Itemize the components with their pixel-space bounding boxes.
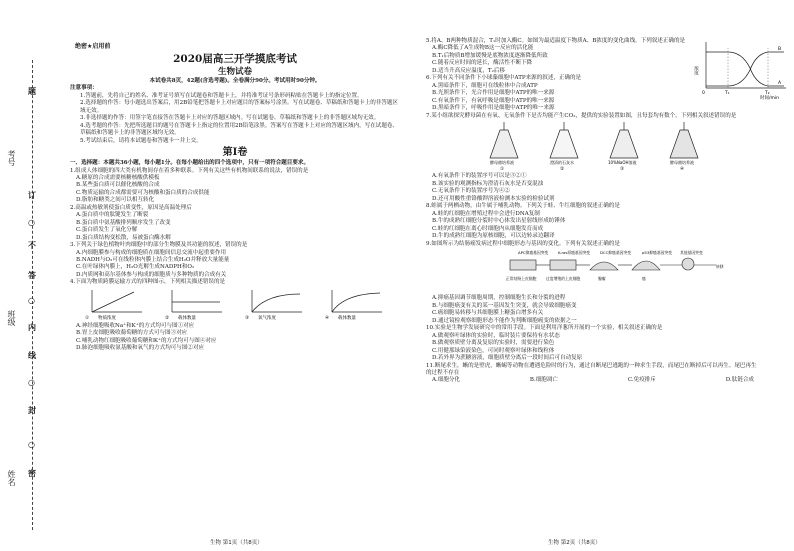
option: A.酶C降低了A生成物B这一反应的活化能 [432,45,534,52]
gene-label: 其他基因突变 [680,249,703,255]
option: C.蛋白质发生了氧化分解 [76,227,138,234]
exam-no-label: 考号 [7,150,16,166]
page-2-footer: 生物 第2页（共8页） [548,540,601,546]
transport-figures [70,288,400,322]
option: C.随着反应时间的延长，酶活性不断下降 [432,60,533,67]
question-8 [426,203,760,240]
option: D.还可用酸性重铬酸钾溶液检测本实验的检验试剂 [432,195,555,202]
option: D.内质网和高尔基体参与构成的细胞质与多种物质的合成有关 [76,271,227,278]
exam-info: 本试卷共8页，42题(含选考题)。全卷满分90分。考试用时90分钟。 [149,78,321,84]
question-7 [426,113,760,204]
option: C.物质运输的合成都需要可为核酸和蛋白质的合成供能 [76,189,210,196]
option: D.肺泡细胞吸收氨基酸和氧气的方式均可与图②对应 [76,345,205,352]
seal-char: 密 [28,468,36,478]
enzyme-concentration-graph [694,38,790,100]
option: D.蛋白质结构变松散，易被蛋白酶水解 [76,234,171,241]
fig-axis-label: 氧气浓度 [258,315,276,321]
question-4 [70,279,400,352]
apparatus-label: 酵母菌培养液 [670,159,694,165]
apparatus-number: ② [560,166,565,170]
stage-label: 过度增殖的上皮细胞 [546,275,581,281]
seal-char: 封 [28,405,36,415]
option: B.细胞凋亡 [529,377,558,384]
option: A.抑癌基因调节细胞周期，控制细胞生长和分裂的进程 [432,295,566,302]
fig5-tick-t1: T₁ [725,91,730,96]
fig-number: ① [85,315,90,321]
option: A.蛙的红细胞在增殖过程中会进行DNA复制 [432,210,540,217]
volume-heading: 第Ⅰ卷 [222,147,248,159]
option: D.脂肪和糖类之间可以相互转化 [76,197,155,204]
option: D.适当升高反应温度，T₂后移 [432,67,505,74]
option: C.癌细胞易转移与其细胞膜上糖蛋白增多有关 [432,310,544,317]
stage-label: 癌 [642,275,646,281]
fig5-ylabel: 浓度 [694,66,699,75]
question-stem: 11.断尾求生，蜥的是壁虎，蜥蜴等动物在遭遇危险时的行为，通过自断尾巴逃跑的一种求生手段，而尾巴在断掉后可以再生。尾巴再生的过程不存在 [426,362,757,376]
note-item: 3.非选择题的作答：用签字笔直接答在答题卡上对应的答题区域内。写在试题卷、草稿纸和答题卡上的非答题区域均无效。 [80,115,380,122]
page-1-footer: 生物 第1页（共8页） [210,540,263,546]
question-stem: 8.蛙属于两栖动物，由牛属于哺乳动物。下列关于蛙、牛红细胞的叙述正确的是 [426,203,620,210]
apparatus-number: ① [500,166,505,170]
note-item: 4.选考题的作答：先把所选题目的题号在答题卡上指定的位置用2B铅笔涂黑。答案写在答题卡上对应的答题区域内，写在试题卷、草稿纸和答题卡上的非答题区域均无效。 [80,122,398,137]
option: C.免疫排斥 [627,377,656,384]
option: C.哺乳动物红细胞吸收葡萄糖和K⁺的方式均可与图④对应 [76,337,217,344]
stage-label: 正常结肠上皮细胞 [506,275,537,281]
stage-label: 转移 [716,263,724,269]
question-stem: 10.实验是生物学发展研究中的常用手段。下面是利用洋葱所开展的一个实验，相关叙述正确的是 [426,325,663,332]
fig5-label-a: A [778,81,782,86]
option: D.若外界为蔗糖溶液，细胞质壁分离后一段时间后可自动复原 [432,355,583,362]
fig5-xlabel: 时间/min [760,96,780,100]
fig-axis-label: 载体数量 [178,315,196,321]
gene-label: APC抑癌基因突变 [518,249,549,255]
option: C.无氧条件下的装置序号为④② [432,188,510,195]
transport-graph-4 [324,288,386,322]
option: B.做观察质壁分离及复原的实验时，需要进行染色 [432,340,555,347]
option: B.胃上皮细胞吸收葡萄糖的方式可与图③对应 [76,330,188,337]
question-stem: 7.某小组欲探究酵母菌在有氧、无氧条件下是否均能产生CO₂，提供的实验装置如图，且每套均有数个。下列相关叙述错误的是 [426,112,737,119]
fig5-label-b: B [778,47,782,52]
option: A.黑暗条件下，细胞可在线粒体中合成ATP [432,82,538,89]
option: C.在叶绿体内膜上，H₂O光解生成NADPH和O₂ [76,264,195,271]
seal-char: 不 [28,240,36,250]
question-stem: 6.下列有关不同条件下小球藻细胞中ATP来源的叙述，正确的是 [426,75,582,82]
option: B.某些蛋白质可以催化核酸的合成 [76,182,160,189]
stage-label: 腺瘤 [598,275,606,281]
seal-circle: ○ [28,296,35,305]
notes-heading: 注意事项： [70,85,98,92]
option: B.T₁后物质B增加缓慢是底物浓度逐渐降低所致 [432,52,548,59]
apparatus-label: 10%NaOH溶液 [608,159,637,165]
apparatus-label: 酵母菌培养液 [490,159,514,165]
question-1 [70,168,400,205]
section-heading: 一、选择题：本题共36小题，每小题1分。在每小题给出的四个选项中，只有一项符合题目要求。 [70,160,309,167]
note-item: 5.考试结束后，请将本试题卷和答题卡一并上交。 [80,137,202,144]
colon-cancer-figure [426,248,760,292]
question-stem: 3.下列关于绿色植物叶肉细胞中的部分生物膜及其功能的叙述，错误的是 [70,242,248,249]
question-10 [426,325,760,362]
transport-graph-3 [244,288,306,322]
page-2 [426,38,782,385]
option: B.与细胞癌变有关的某一基因发生突变，就会导致细胞癌变 [432,302,577,309]
seal-char: 订 [28,190,36,200]
option: B.光照条件下，光合作用是细胞中ATP的唯一来源 [432,90,555,97]
option: B.蛋白质中氨基酸排列顺序发生了改变 [76,219,171,226]
binding-gutter [0,0,64,551]
yeast-apparatus-figure [426,120,760,170]
exam-subtitle: 生物试卷 [217,67,252,77]
exam-title: 2020届高三开学摸底考试 [173,53,297,65]
option: C.用健那绿染液染色，可同时观察叶绿体和线粒体 [432,347,555,354]
seal-circle: ○ [28,440,35,449]
fig-number: ③ [245,315,250,321]
name-label: 姓名 [7,470,16,486]
seal-char: 内 [28,322,36,332]
option: A.神经细胞吸收Na⁺和K⁺的方式均可与图①对应 [76,322,195,329]
note-item: 1.答题前，先将自己的姓名、准考证号填写在试题卷和答题卡上，并将准考证号条形码粘贴在答题卡上的指定位置。 [80,92,363,99]
seal-circle: ○ [28,378,35,387]
fig5-tick-t2: T₂ [765,91,770,96]
option: A.蛋白质中的肽键发生了断裂 [76,212,149,219]
seal-char: 答 [28,270,36,280]
option: D.黑暗条件下，呼吸作用是细胞中ATP的唯一来源 [432,105,555,112]
question-stem: 1.组成人体细胞的四大类有机物间存在着多种联系。下列有关这些有机物间联系的说法，错误的是 [70,167,309,174]
fig-number: ④ [325,315,330,321]
transport-graph-2 [164,288,226,322]
cut-dashed-line [32,60,33,530]
option-row [426,377,760,384]
transport-graph-1 [84,288,146,322]
question-2 [70,205,400,242]
question-9 [426,241,760,326]
gene-label: p53抑癌基因突变 [642,249,673,255]
option: D.通过镜检观察细胞形态不能作为判断细胞癌变的依据之一 [432,317,577,324]
option: A.做观察叶绿体的实验时，临时装片要保持有水状态 [432,332,560,339]
option: D.肽链合成 [725,377,754,384]
question-3 [70,242,400,279]
fig-axis-label: 载体数量 [338,315,356,321]
apparatus-number: ③ [620,166,625,170]
seal-char: 题 [28,86,36,96]
seal-circle: ○ [28,218,35,227]
fig5-origin: 0 [702,91,705,96]
question-stem: 5.将A、B两种物质混合，T₁时加入酶C。如图为最适温度下物质A、B浓度的变化曲线。下列叙述正确的是 [426,38,686,44]
option: B.牛的成熟红细胞分裂时中心体发出星射线形成纺锤体 [432,218,566,225]
question-stem: 9.如图所示为结肠癌发病过程中细胞形态与基因的变化。下列有关叙述正确的是 [426,240,620,247]
apparatus-number: ④ [680,166,685,170]
option: A.内细胞膜参与构成的细胞质在细胞间信息交流中起重要作用 [76,249,226,256]
gene-label: DCC抑癌基因突变 [600,249,632,255]
option: C.蛙的红细胞在离心时细胞内从细胞发育而成 [432,225,544,232]
page-1 [70,38,400,353]
secret-label: 绝密★启用前 [75,43,111,50]
note-item: 2.选择题的作答：每小题选出答案后，用2B铅笔把答题卡上对应题目的答案标号涂黑。写在试题卷、草稿纸和答题卡上的非答题区域无效。 [80,100,398,114]
option: D.牛的成熟红细胞为原核细胞，可以边转录边翻译 [432,233,555,240]
fig-axis-label: 物质浓度 [98,315,116,321]
question-11 [426,363,760,385]
option: B.该实验的观测指标为澄清石灰水是否变混浊 [432,180,544,187]
fig-number: ② [165,315,170,321]
option: A.有氧条件下的装置序号可以是③②① [432,173,527,180]
option: A.细胞分化 [432,377,460,384]
option: A.糖原的合成需要核糖核酸供模板 [76,174,160,181]
question-stem: 4.下面为物质跨膜运输方式的四种图示，下列相关描述错误的是 [70,279,226,286]
gene-label: K-ras原癌基因突变 [558,249,591,255]
option: C.有氧条件下，有氧呼吸是细胞中ATP的唯一来源 [432,97,555,104]
option: B.NADH与O₂可在线粒体内膜上结合生成H₂O并释放大量能量 [76,256,230,263]
question-stem: 2.高温或热敏剂使蛋白质变性，原因是高温处理后 [70,204,192,211]
apparatus-label: 澄清的石灰水 [550,159,574,165]
seal-char: 线 [28,350,36,360]
class-label: 班级 [7,310,16,326]
